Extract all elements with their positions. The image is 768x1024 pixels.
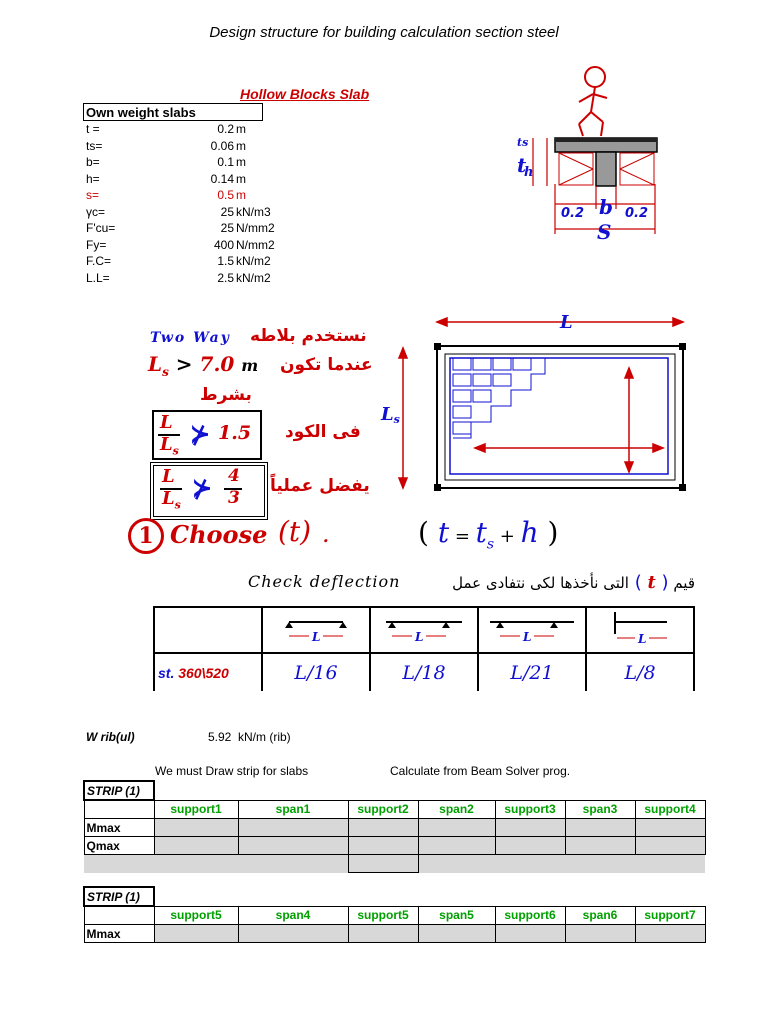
choose-dot: . xyxy=(322,520,330,548)
check-arabic: قيم ( t ) التى نأخذها لكى نتفادى عمل xyxy=(452,572,695,593)
property-unit: m xyxy=(236,122,246,136)
check-arabic-left: التى نأخذها لكى نتفادى عمل xyxy=(452,574,629,592)
cantilever-icon xyxy=(586,607,694,653)
strip-2-label: STRIP (1) xyxy=(84,887,154,906)
frac1-num: L xyxy=(160,412,173,433)
deflection-value-1: L/16 xyxy=(262,653,370,691)
data-cell[interactable] xyxy=(348,837,418,855)
property-value: 0.2 xyxy=(217,122,234,136)
s2-header-1: support5 xyxy=(154,906,238,925)
property-unit: m xyxy=(236,171,246,186)
dim-left: 0.2 xyxy=(561,206,585,221)
s1-header-1: support1 xyxy=(154,800,238,819)
s1-header-5: support3 xyxy=(495,800,565,819)
property-label: s= xyxy=(86,188,100,202)
property-unit: m xyxy=(236,138,246,153)
slab-plan-diagram xyxy=(375,312,695,497)
blank-cell xyxy=(154,607,262,653)
dim-s: S xyxy=(597,220,612,242)
property-unit: kN/m3 xyxy=(236,204,271,219)
property-value: 25 xyxy=(220,204,234,219)
strip-note-left: We must Draw strip for slabs xyxy=(155,764,309,778)
ratio-box-code xyxy=(152,410,262,460)
property-value: 400 xyxy=(213,237,234,252)
property-row xyxy=(86,155,316,172)
code-arabic: فى الكود xyxy=(285,422,361,442)
strip-1-row-mmax: Mmax xyxy=(84,819,154,837)
s2-header-4: span5 xyxy=(418,906,495,925)
data-cell[interactable] xyxy=(565,837,635,855)
s1-header-4: span2 xyxy=(418,800,495,819)
not-greater-symbol: ⊁ xyxy=(190,421,211,448)
condition-arabic: بشرط xyxy=(200,385,252,405)
property-value: 25 xyxy=(220,221,234,235)
data-cell[interactable] xyxy=(565,925,635,943)
property-unit: N/mm2 xyxy=(236,237,275,252)
data-cell[interactable] xyxy=(495,819,565,837)
s1-header-3: support2 xyxy=(348,800,418,819)
property-value: 0.06 xyxy=(210,138,234,153)
frac2-L: L xyxy=(162,466,175,487)
strip-1-label: STRIP (1) xyxy=(84,781,154,800)
s2-header-3: support5 xyxy=(348,906,418,925)
property-row xyxy=(86,122,316,139)
property-label: t = xyxy=(86,122,100,136)
not-greater-symbol-2: ⊁ xyxy=(192,475,213,502)
s1-header-2: span1 xyxy=(238,800,348,819)
two-way-arabic: نستخدم بلاطه xyxy=(250,326,367,346)
w-rib-label: W rib(ul) xyxy=(86,730,135,744)
check-deflection: Check deflection xyxy=(248,572,401,591)
own-weight-label: Own weight slabs xyxy=(83,103,263,121)
ratio-box-practical xyxy=(150,462,268,520)
frac1-den: $L_s$ xyxy=(160,434,179,458)
frac2-Ls: $L_s$ xyxy=(162,488,181,512)
w-rib-unit: kN/m (rib) xyxy=(238,730,291,744)
property-row xyxy=(86,238,316,255)
dim-right: 0.2 xyxy=(625,206,649,221)
step-number xyxy=(128,518,164,554)
s1-header-7: support4 xyxy=(635,800,705,819)
deflection-row-label: st. 360\520 xyxy=(154,653,262,691)
data-cell[interactable] xyxy=(495,837,565,855)
beam-both-ends-continuous-icon xyxy=(478,607,586,653)
property-row xyxy=(86,188,316,205)
data-cell[interactable] xyxy=(418,925,495,943)
data-cell[interactable] xyxy=(348,819,418,837)
property-label: b= xyxy=(86,155,100,169)
deflection-value-3: L/21 xyxy=(478,653,586,691)
property-value: 1.5 xyxy=(217,254,234,268)
deflection-table xyxy=(153,606,695,691)
svg-text:L: L xyxy=(312,629,321,644)
strip-1-row-qmax: Qmax xyxy=(84,837,154,855)
frac2-den: 3 xyxy=(228,488,240,508)
svg-text:L: L xyxy=(523,629,532,644)
property-value: 0.5 xyxy=(217,188,234,202)
s2-header-5: support6 xyxy=(495,906,565,925)
property-unit: m xyxy=(236,188,246,202)
property-label: ts= xyxy=(86,138,103,153)
data-cell[interactable] xyxy=(418,837,495,855)
property-row xyxy=(86,221,316,238)
s2-header-7: support7 xyxy=(635,906,705,925)
step-circle: 1 xyxy=(128,518,164,554)
person-figure xyxy=(579,67,607,136)
data-cell[interactable] xyxy=(238,837,348,855)
w-rib-value: 5.92 xyxy=(208,730,232,744)
strip-1-table xyxy=(83,780,706,873)
check-t: t xyxy=(647,572,656,593)
s1-header-6: span3 xyxy=(565,800,635,819)
deflection-value-4: L/8 xyxy=(586,653,694,691)
data-cell[interactable] xyxy=(635,837,705,855)
frac1-value: 1.5 xyxy=(218,422,252,444)
dim-ts: ts xyxy=(517,136,529,149)
two-way-label: Two Way xyxy=(150,330,231,346)
strip-2-row-mmax: Mmax xyxy=(84,925,154,943)
property-unit: N/mm2 xyxy=(236,221,275,235)
data-cell[interactable] xyxy=(238,819,348,837)
deflection-value-2: L/18 xyxy=(370,653,478,691)
property-value: 0.1 xyxy=(217,155,234,169)
data-cell[interactable] xyxy=(154,819,238,837)
dim-t: t xyxy=(517,153,527,177)
property-label: Fy= xyxy=(86,237,107,252)
thickness-formula: ( $t = t_s + h$ ) xyxy=(418,516,559,553)
data-cell[interactable] xyxy=(565,819,635,837)
property-value: 2.5 xyxy=(217,270,234,285)
frac2-num: 4 xyxy=(228,466,240,486)
plan-Ls: Ls xyxy=(381,404,400,426)
property-unit: kN/m2 xyxy=(236,254,271,268)
property-label: F.C= xyxy=(86,254,112,268)
check-arabic-right: قيم xyxy=(673,574,695,592)
property-value: 0.14 xyxy=(210,171,234,186)
beam-one-end-continuous-icon xyxy=(370,607,478,653)
section-title: Hollow Blocks Slab xyxy=(240,86,370,102)
dim-h: h xyxy=(524,165,534,180)
svg-text:L: L xyxy=(638,631,647,646)
when-arabic: عندما تكون xyxy=(280,355,373,375)
plan-L: L xyxy=(560,312,573,333)
property-label: h= xyxy=(86,171,100,186)
property-label: F'cu= xyxy=(86,221,116,235)
data-cell[interactable] xyxy=(635,819,705,837)
property-row xyxy=(86,172,316,189)
strip-note-right: Calculate from Beam Solver prog. xyxy=(390,764,571,778)
data-cell[interactable] xyxy=(635,925,705,943)
page-title: Design structure for building calculation section steel xyxy=(209,24,559,41)
strip-2-table xyxy=(83,886,706,943)
property-row xyxy=(86,139,316,156)
data-cell[interactable] xyxy=(418,819,495,837)
rib-web xyxy=(596,152,616,186)
s2-header-6: span6 xyxy=(565,906,635,925)
property-unit: kN/m2 xyxy=(236,270,271,285)
ls-condition: $L_s > 7.0$ m xyxy=(148,352,259,379)
svg-text:L: L xyxy=(415,629,424,644)
data-cell[interactable] xyxy=(348,925,418,943)
property-row xyxy=(86,205,316,222)
beam-simple-icon xyxy=(262,607,370,653)
data-cell[interactable] xyxy=(495,925,565,943)
data-cell[interactable] xyxy=(238,925,348,943)
s2-header-2: span4 xyxy=(238,906,348,925)
choose-text: Choose xyxy=(170,520,268,549)
practical-arabic: يفضل عملياً xyxy=(270,476,370,496)
property-label: L.L= xyxy=(86,270,110,285)
property-unit: m xyxy=(236,155,246,169)
data-cell[interactable] xyxy=(154,837,238,855)
rib-section-diagram xyxy=(495,64,670,242)
dim-b: b xyxy=(599,195,613,219)
choose-t: (t) xyxy=(278,515,312,548)
property-row xyxy=(86,271,316,288)
data-cell[interactable] xyxy=(154,925,238,943)
property-label: γc= xyxy=(86,204,106,219)
property-row xyxy=(86,254,316,271)
